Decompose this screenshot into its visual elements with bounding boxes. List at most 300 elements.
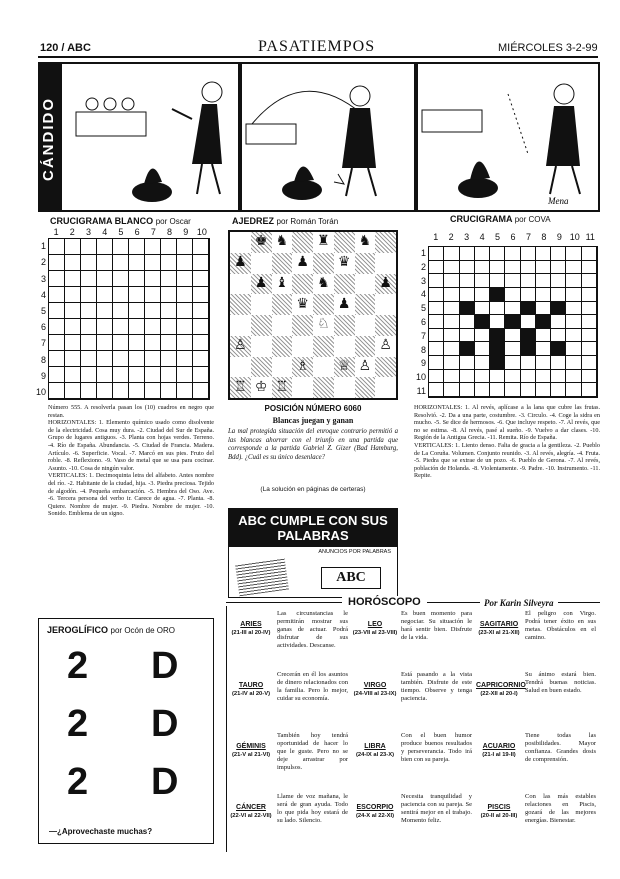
crossword-cell[interactable] <box>97 271 113 287</box>
crossword-cell[interactable] <box>551 288 566 302</box>
crossword-cell[interactable] <box>475 383 490 397</box>
crucigrama-cova-grid[interactable] <box>428 246 598 398</box>
chess-square[interactable] <box>355 336 376 357</box>
crossword-cell[interactable] <box>505 356 520 370</box>
crossword-cell[interactable] <box>566 288 581 302</box>
crossword-cell[interactable] <box>129 335 145 351</box>
crossword-cell[interactable] <box>490 288 505 302</box>
crossword-cell[interactable] <box>566 342 581 356</box>
crossword-cell[interactable] <box>566 274 581 288</box>
chess-square[interactable] <box>251 294 272 315</box>
crossword-cell[interactable] <box>551 302 566 316</box>
crossword-cell[interactable] <box>536 247 551 261</box>
chess-square[interactable] <box>292 274 313 295</box>
crossword-cell[interactable] <box>536 383 551 397</box>
crossword-cell[interactable] <box>475 261 490 275</box>
chess-square[interactable] <box>355 357 376 378</box>
chess-square[interactable] <box>375 274 396 295</box>
chess-square[interactable] <box>292 253 313 274</box>
crossword-cell[interactable] <box>97 287 113 303</box>
crossword-cell[interactable] <box>566 247 581 261</box>
chess-square[interactable] <box>292 294 313 315</box>
chess-square[interactable] <box>313 336 334 357</box>
crossword-cell[interactable] <box>429 342 444 356</box>
crossword-cell[interactable] <box>113 383 129 399</box>
crossword-cell[interactable] <box>505 247 520 261</box>
crossword-cell[interactable] <box>566 261 581 275</box>
crossword-cell[interactable] <box>97 239 113 255</box>
crossword-cell[interactable] <box>444 370 459 384</box>
crossword-cell[interactable] <box>193 303 209 319</box>
crossword-cell[interactable] <box>177 271 193 287</box>
chess-square[interactable] <box>292 315 313 336</box>
crossword-cell[interactable] <box>475 247 490 261</box>
crossword-cell[interactable] <box>505 288 520 302</box>
crossword-cell[interactable] <box>145 319 161 335</box>
crossword-cell[interactable] <box>505 370 520 384</box>
crossword-cell[interactable] <box>145 335 161 351</box>
crossword-cell[interactable] <box>81 367 97 383</box>
crossword-cell[interactable] <box>49 383 65 399</box>
crossword-cell[interactable] <box>81 271 97 287</box>
crossword-cell[interactable] <box>49 239 65 255</box>
chess-piece[interactable]: ♖ <box>275 379 289 395</box>
crossword-cell[interactable] <box>505 315 520 329</box>
crossword-cell[interactable] <box>81 351 97 367</box>
crossword-cell[interactable] <box>444 342 459 356</box>
crossword-cell[interactable] <box>145 255 161 271</box>
chess-square[interactable] <box>272 253 293 274</box>
crossword-cell[interactable] <box>582 315 597 329</box>
crossword-cell[interactable] <box>113 367 129 383</box>
crossword-cell[interactable] <box>582 261 597 275</box>
chess-square[interactable] <box>375 253 396 274</box>
crossword-cell[interactable] <box>551 274 566 288</box>
crossword-cell[interactable] <box>475 329 490 343</box>
crossword-cell[interactable] <box>521 261 536 275</box>
crossword-cell[interactable] <box>49 271 65 287</box>
chess-square[interactable] <box>230 274 251 295</box>
chess-square[interactable] <box>334 377 355 398</box>
crossword-cell[interactable] <box>460 370 475 384</box>
chess-piece[interactable]: ♙ <box>379 338 392 354</box>
crossword-cell[interactable] <box>551 315 566 329</box>
chess-square[interactable] <box>292 336 313 357</box>
crossword-cell[interactable] <box>49 287 65 303</box>
crossword-cell[interactable] <box>129 351 145 367</box>
crossword-cell[interactable] <box>536 356 551 370</box>
crossword-cell[interactable] <box>536 274 551 288</box>
crossword-cell[interactable] <box>129 303 145 319</box>
crossword-cell[interactable] <box>505 329 520 343</box>
chess-square[interactable] <box>355 294 376 315</box>
crossword-cell[interactable] <box>193 319 209 335</box>
chess-square[interactable] <box>313 377 334 398</box>
crossword-cell[interactable] <box>490 370 505 384</box>
crossword-cell[interactable] <box>193 255 209 271</box>
crossword-cell[interactable] <box>521 329 536 343</box>
chess-piece[interactable]: ♕ <box>337 358 351 374</box>
crossword-cell[interactable] <box>505 302 520 316</box>
crossword-cell[interactable] <box>97 319 113 335</box>
chess-piece[interactable]: ♟ <box>296 255 309 271</box>
crossword-cell[interactable] <box>193 351 209 367</box>
chess-piece[interactable]: ♙ <box>358 358 372 374</box>
crossword-cell[interactable] <box>81 303 97 319</box>
chess-square[interactable] <box>272 232 293 253</box>
chess-piece[interactable]: ♗ <box>296 358 309 374</box>
crossword-cell[interactable] <box>460 288 475 302</box>
crossword-cell[interactable] <box>129 287 145 303</box>
chess-square[interactable] <box>251 315 272 336</box>
crossword-cell[interactable] <box>145 303 161 319</box>
crossword-cell[interactable] <box>129 255 145 271</box>
crossword-cell[interactable] <box>444 261 459 275</box>
chess-square[interactable] <box>292 377 313 398</box>
chess-piece[interactable]: ♟ <box>254 275 268 291</box>
chess-square[interactable] <box>251 253 272 274</box>
crossword-cell[interactable] <box>566 370 581 384</box>
chess-square[interactable] <box>251 274 272 295</box>
chess-piece[interactable]: ♛ <box>337 255 351 271</box>
crossword-cell[interactable] <box>49 319 65 335</box>
chess-piece[interactable]: ♘ <box>317 317 330 333</box>
chess-square[interactable] <box>375 336 396 357</box>
crossword-cell[interactable] <box>429 288 444 302</box>
crossword-cell[interactable] <box>65 255 81 271</box>
chess-square[interactable] <box>334 357 355 378</box>
chess-square[interactable] <box>230 294 251 315</box>
crossword-cell[interactable] <box>145 271 161 287</box>
crossword-cell[interactable] <box>97 335 113 351</box>
chess-piece[interactable]: ♚ <box>254 234 268 250</box>
crossword-cell[interactable] <box>521 247 536 261</box>
crossword-cell[interactable] <box>49 255 65 271</box>
crossword-cell[interactable] <box>161 319 177 335</box>
chess-square[interactable] <box>313 294 334 315</box>
crossword-cell[interactable] <box>582 370 597 384</box>
crossword-cell[interactable] <box>81 319 97 335</box>
crossword-cell[interactable] <box>566 383 581 397</box>
crossword-cell[interactable] <box>161 303 177 319</box>
crossword-cell[interactable] <box>444 383 459 397</box>
crossword-cell[interactable] <box>193 335 209 351</box>
crossword-cell[interactable] <box>521 274 536 288</box>
chess-square[interactable] <box>334 336 355 357</box>
chess-piece[interactable]: ♔ <box>254 379 268 395</box>
crossword-cell[interactable] <box>429 247 444 261</box>
crossword-cell[interactable] <box>490 356 505 370</box>
crossword-cell[interactable] <box>475 342 490 356</box>
crossword-cell[interactable] <box>429 302 444 316</box>
crossword-cell[interactable] <box>97 367 113 383</box>
crossword-cell[interactable] <box>460 356 475 370</box>
crossword-cell[interactable] <box>444 274 459 288</box>
crossword-cell[interactable] <box>505 261 520 275</box>
chess-piece[interactable]: ♟ <box>337 296 351 312</box>
crossword-cell[interactable] <box>490 342 505 356</box>
chess-square[interactable] <box>355 232 376 253</box>
crossword-cell[interactable] <box>444 356 459 370</box>
crossword-cell[interactable] <box>97 303 113 319</box>
chess-square[interactable] <box>272 274 293 295</box>
crossword-cell[interactable] <box>551 383 566 397</box>
chess-square[interactable] <box>334 294 355 315</box>
crossword-cell[interactable] <box>460 247 475 261</box>
chess-square[interactable] <box>355 274 376 295</box>
crossword-cell[interactable] <box>161 351 177 367</box>
crossword-cell[interactable] <box>49 303 65 319</box>
crossword-cell[interactable] <box>129 383 145 399</box>
crossword-cell[interactable] <box>81 383 97 399</box>
crossword-cell[interactable] <box>177 239 193 255</box>
crossword-cell[interactable] <box>161 335 177 351</box>
chess-square[interactable] <box>272 377 293 398</box>
crossword-cell[interactable] <box>97 383 113 399</box>
crossword-cell[interactable] <box>161 287 177 303</box>
crossword-cell[interactable] <box>521 302 536 316</box>
crossword-cell[interactable] <box>429 274 444 288</box>
chess-square[interactable] <box>313 232 334 253</box>
crossword-cell[interactable] <box>566 315 581 329</box>
crossword-cell[interactable] <box>490 274 505 288</box>
chess-piece[interactable]: ♟ <box>379 275 392 291</box>
chess-piece[interactable]: ♞ <box>317 275 330 291</box>
chess-square[interactable] <box>292 232 313 253</box>
crossword-cell[interactable] <box>145 383 161 399</box>
crossword-cell[interactable] <box>505 342 520 356</box>
crossword-cell[interactable] <box>177 319 193 335</box>
crossword-cell[interactable] <box>429 329 444 343</box>
crossword-cell[interactable] <box>582 383 597 397</box>
chess-piece[interactable]: ♛ <box>296 296 309 312</box>
crossword-cell[interactable] <box>536 261 551 275</box>
crossword-cell[interactable] <box>177 351 193 367</box>
crossword-cell[interactable] <box>81 255 97 271</box>
chess-piece[interactable]: ♝ <box>275 275 289 291</box>
crossword-cell[interactable] <box>444 315 459 329</box>
crossword-cell[interactable] <box>113 303 129 319</box>
crossword-cell[interactable] <box>551 261 566 275</box>
chess-square[interactable] <box>334 315 355 336</box>
crossword-cell[interactable] <box>566 329 581 343</box>
crossword-cell[interactable] <box>177 287 193 303</box>
crossword-cell[interactable] <box>536 302 551 316</box>
crossword-cell[interactable] <box>460 315 475 329</box>
crossword-cell[interactable] <box>49 351 65 367</box>
crossword-cell[interactable] <box>444 302 459 316</box>
chess-square[interactable] <box>230 377 251 398</box>
crossword-cell[interactable] <box>429 370 444 384</box>
chess-square[interactable] <box>375 357 396 378</box>
crossword-cell[interactable] <box>536 370 551 384</box>
chess-square[interactable] <box>313 315 334 336</box>
crossword-cell[interactable] <box>460 342 475 356</box>
chess-square[interactable] <box>355 377 376 398</box>
chess-square[interactable] <box>313 253 334 274</box>
abc-ad[interactable] <box>228 508 398 598</box>
crossword-cell[interactable] <box>429 315 444 329</box>
crossword-cell[interactable] <box>65 271 81 287</box>
chess-piece[interactable]: ♞ <box>358 234 372 250</box>
chess-square[interactable] <box>313 274 334 295</box>
crossword-cell[interactable] <box>81 287 97 303</box>
chess-square[interactable] <box>230 253 251 274</box>
crossword-cell[interactable] <box>536 288 551 302</box>
chess-piece[interactable]: ♙ <box>234 338 247 354</box>
crossword-cell[interactable] <box>113 319 129 335</box>
crossword-cell[interactable] <box>444 247 459 261</box>
crossword-cell[interactable] <box>460 302 475 316</box>
crossword-cell[interactable] <box>490 315 505 329</box>
crossword-cell[interactable] <box>177 383 193 399</box>
crossword-cell[interactable] <box>145 367 161 383</box>
crossword-cell[interactable] <box>177 255 193 271</box>
chess-square[interactable] <box>230 336 251 357</box>
crossword-cell[interactable] <box>475 315 490 329</box>
crossword-cell[interactable] <box>536 315 551 329</box>
chess-square[interactable] <box>251 232 272 253</box>
chess-square[interactable] <box>334 232 355 253</box>
chess-piece[interactable]: ♖ <box>234 379 247 395</box>
crossword-cell[interactable] <box>161 383 177 399</box>
chess-square[interactable] <box>375 315 396 336</box>
chess-square[interactable] <box>272 336 293 357</box>
chess-square[interactable] <box>251 357 272 378</box>
crossword-cell[interactable] <box>475 274 490 288</box>
crossword-cell[interactable] <box>65 319 81 335</box>
crossword-cell[interactable] <box>521 315 536 329</box>
chess-piece[interactable]: ♟ <box>234 255 247 271</box>
crossword-cell[interactable] <box>551 329 566 343</box>
crossword-cell[interactable] <box>566 302 581 316</box>
crossword-cell[interactable] <box>161 271 177 287</box>
crossword-cell[interactable] <box>145 287 161 303</box>
crossword-cell[interactable] <box>582 247 597 261</box>
crossword-cell[interactable] <box>65 303 81 319</box>
crossword-cell[interactable] <box>551 370 566 384</box>
chess-square[interactable] <box>313 357 334 378</box>
crossword-cell[interactable] <box>177 367 193 383</box>
crossword-cell[interactable] <box>582 342 597 356</box>
chess-square[interactable] <box>230 315 251 336</box>
crossword-cell[interactable] <box>65 287 81 303</box>
crossword-cell[interactable] <box>129 367 145 383</box>
crossword-cell[interactable] <box>521 342 536 356</box>
crossword-cell[interactable] <box>65 351 81 367</box>
crossword-cell[interactable] <box>460 329 475 343</box>
crossword-cell[interactable] <box>81 335 97 351</box>
crossword-cell[interactable] <box>551 342 566 356</box>
crossword-cell[interactable] <box>113 335 129 351</box>
crossword-cell[interactable] <box>129 239 145 255</box>
crossword-cell[interactable] <box>65 367 81 383</box>
crossword-cell[interactable] <box>490 261 505 275</box>
chess-square[interactable] <box>334 274 355 295</box>
crossword-cell[interactable] <box>65 383 81 399</box>
chess-square[interactable] <box>230 357 251 378</box>
crossword-cell[interactable] <box>429 383 444 397</box>
crossword-cell[interactable] <box>145 351 161 367</box>
chess-piece[interactable]: ♞ <box>275 234 289 250</box>
crossword-cell[interactable] <box>582 288 597 302</box>
crossword-cell[interactable] <box>161 239 177 255</box>
crossword-cell[interactable] <box>145 239 161 255</box>
crossword-cell[interactable] <box>429 356 444 370</box>
crossword-cell[interactable] <box>475 356 490 370</box>
crossword-cell[interactable] <box>193 239 209 255</box>
crossword-cell[interactable] <box>113 271 129 287</box>
crossword-cell[interactable] <box>65 239 81 255</box>
crossword-cell[interactable] <box>177 303 193 319</box>
crossword-cell[interactable] <box>161 367 177 383</box>
crossword-cell[interactable] <box>582 356 597 370</box>
crossword-cell[interactable] <box>129 271 145 287</box>
crossword-cell[interactable] <box>460 383 475 397</box>
crossword-cell[interactable] <box>113 239 129 255</box>
crossword-cell[interactable] <box>177 335 193 351</box>
crossword-cell[interactable] <box>475 302 490 316</box>
crossword-cell[interactable] <box>582 302 597 316</box>
crossword-cell[interactable] <box>521 288 536 302</box>
chess-square[interactable] <box>272 315 293 336</box>
crossword-cell[interactable] <box>49 335 65 351</box>
crossword-cell[interactable] <box>490 302 505 316</box>
crossword-cell[interactable] <box>551 247 566 261</box>
crossword-cell[interactable] <box>582 274 597 288</box>
chess-square[interactable] <box>375 377 396 398</box>
crossword-cell[interactable] <box>129 319 145 335</box>
crossword-cell[interactable] <box>97 255 113 271</box>
chess-square[interactable] <box>272 357 293 378</box>
chess-square[interactable] <box>375 294 396 315</box>
crossword-cell[interactable] <box>97 351 113 367</box>
crossword-cell[interactable] <box>193 271 209 287</box>
chess-square[interactable] <box>375 232 396 253</box>
crossword-cell[interactable] <box>65 335 81 351</box>
crossword-cell[interactable] <box>460 274 475 288</box>
crossword-cell[interactable] <box>475 288 490 302</box>
chess-square[interactable] <box>251 336 272 357</box>
crucigrama-blanco-grid[interactable] <box>48 238 210 400</box>
crossword-cell[interactable] <box>490 383 505 397</box>
chess-piece[interactable]: ♜ <box>317 234 330 250</box>
crossword-cell[interactable] <box>113 351 129 367</box>
chess-square[interactable] <box>355 253 376 274</box>
chess-square[interactable] <box>292 357 313 378</box>
crossword-cell[interactable] <box>582 329 597 343</box>
crossword-cell[interactable] <box>193 367 209 383</box>
crossword-cell[interactable] <box>566 356 581 370</box>
chess-square[interactable] <box>251 377 272 398</box>
crossword-cell[interactable] <box>49 367 65 383</box>
crossword-cell[interactable] <box>444 288 459 302</box>
crossword-cell[interactable] <box>536 329 551 343</box>
crossword-cell[interactable] <box>81 239 97 255</box>
crossword-cell[interactable] <box>429 261 444 275</box>
crossword-cell[interactable] <box>551 356 566 370</box>
crossword-cell[interactable] <box>161 255 177 271</box>
chess-square[interactable] <box>272 294 293 315</box>
chess-board[interactable] <box>228 230 398 400</box>
crossword-cell[interactable] <box>536 342 551 356</box>
crossword-cell[interactable] <box>475 370 490 384</box>
crossword-cell[interactable] <box>505 274 520 288</box>
crossword-cell[interactable] <box>490 329 505 343</box>
chess-square[interactable] <box>334 253 355 274</box>
crossword-cell[interactable] <box>505 383 520 397</box>
crossword-cell[interactable] <box>521 383 536 397</box>
